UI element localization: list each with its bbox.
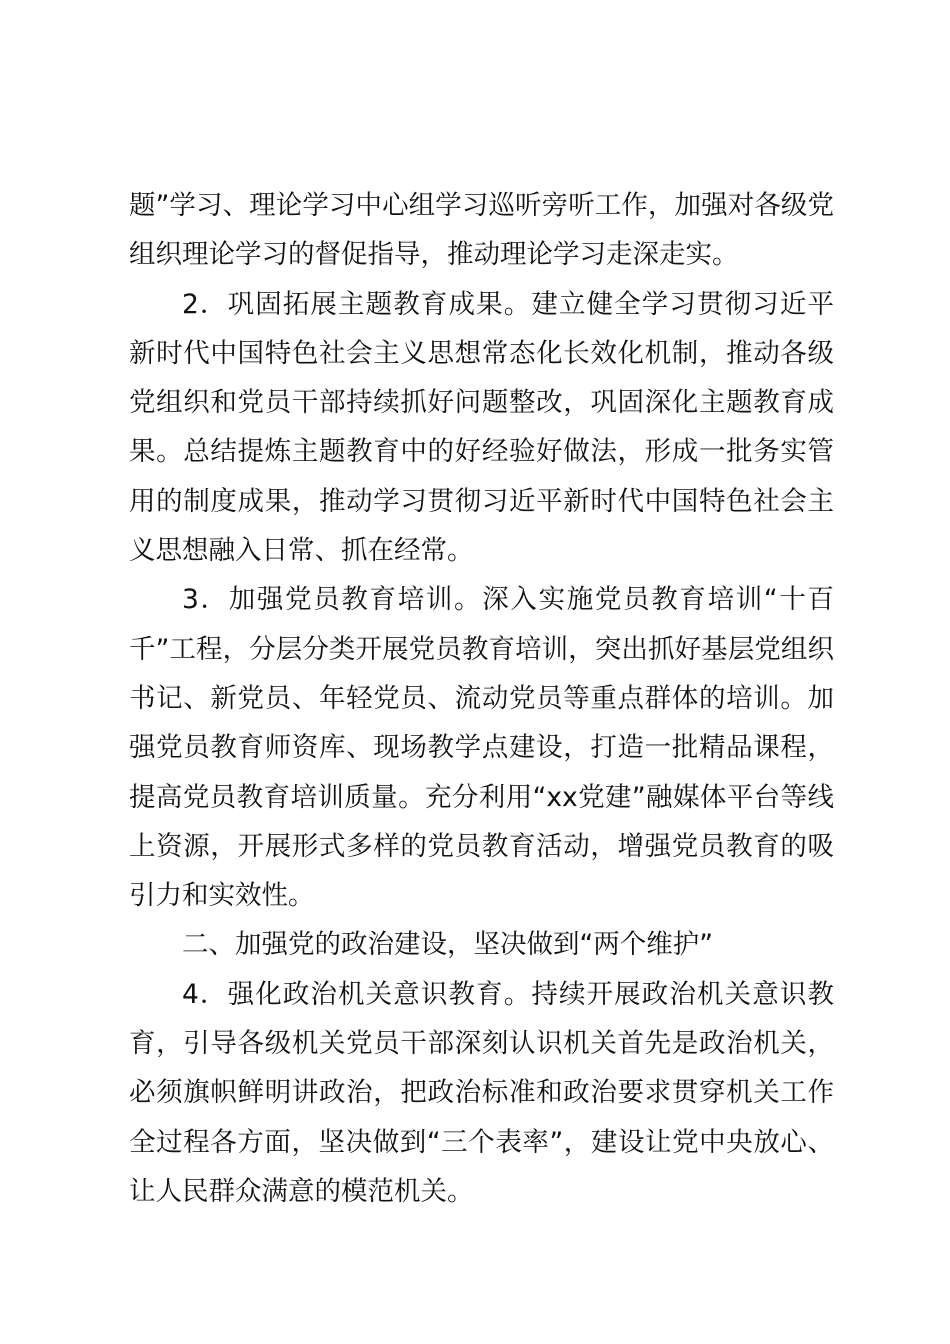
paragraph-item-4: 4．强化政治机关意识教育。持续开展政治机关意识教育，引导各级机关党员干部深刻认识机关首先是政治机关，必须旗帜鲜明讲政治，把政治标准和政治要求贯穿机关工作全过程各方面，坚决做到“三个表率”，建设让党中央放心、让人民群众满意的模范机关。 [129, 978, 834, 1207]
section-heading-2: 二、加强党的政治建设，坚决做到“两个维护” [182, 929, 713, 961]
paragraph-continued: 题”学习、理论学习中心组学习巡听旁听工作，加强对各级党组织理论学习的督促指导，推动理论学习走深走实。 [129, 190, 834, 271]
paragraph-item-3: 3．加强党员教育培训。深入实施党员教育培训“十百千”工程，分层分类开展党员教育培训，突出抓好基层党组织书记、新党员、年轻党员、流动党员等重点群体的培训。加强党员教育师资库、现场教学点建设，打造一批精品课程，提高党员教育培训质量。充分利用“xx党建”融媒体平台等线上资源，开展形式多样的党员教育活动，增强党员教育的吸引力和实效性。 [129, 584, 834, 912]
paragraph-item-2: 2．巩固拓展主题教育成果。建立健全学习贯彻习近平新时代中国特色社会主义思想常态化长效化机制，推动各级党组织和党员干部持续抓好问题整改，巩固深化主题教育成果。总结提炼主题教育中的好经验好做法，形成一批务实管用的制度成果，推动学习贯彻习近平新时代中国特色社会主义思想融入日常、抓在经常。 [129, 288, 834, 567]
document-body [129, 181, 834, 1216]
